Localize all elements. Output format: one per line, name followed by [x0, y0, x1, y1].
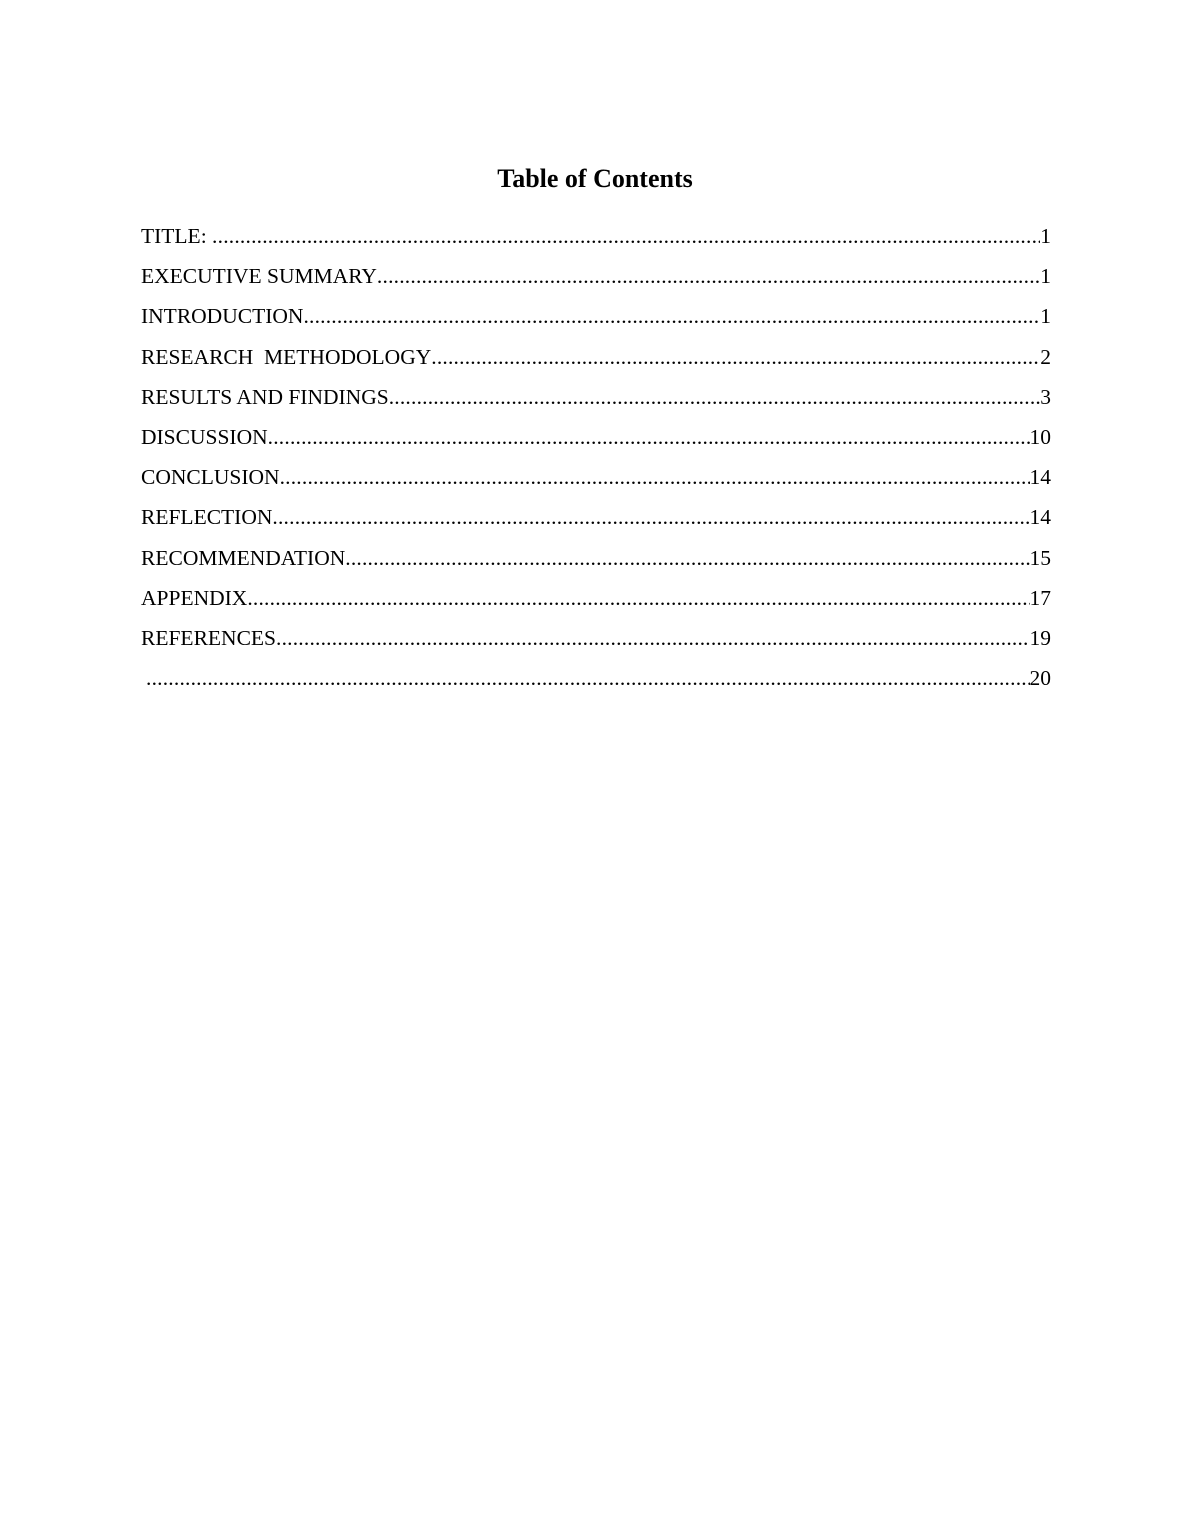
dot-leader — [146, 662, 1030, 694]
page-title: Table of Contents — [497, 164, 693, 193]
toc-entry-label: DISCUSSION — [141, 424, 268, 449]
toc-entry-label: REFLECTION — [141, 505, 273, 530]
dot-leader — [389, 381, 1041, 413]
dot-leader — [212, 220, 1040, 252]
dot-leader — [268, 421, 1030, 453]
toc-entry-conclusion[interactable] — [141, 461, 1051, 501]
toc-entry-page-number: 14 — [1029, 505, 1051, 530]
toc-entry-label: APPENDIX — [141, 585, 248, 610]
toc-entry-label: TITLE: — [141, 224, 213, 248]
toc-entry-discussion[interactable] — [141, 421, 1051, 461]
dot-leader — [345, 542, 1029, 574]
toc-entry-executive-summary[interactable] — [141, 260, 1051, 300]
toc-entry-references[interactable] — [141, 622, 1051, 662]
toc-entry-page-number: 10 — [1029, 424, 1051, 449]
dot-leader — [272, 501, 1029, 533]
toc-entry-label: EXECUTIVE SUMMARY — [141, 264, 377, 289]
toc-entry-label: RECOMMENDATION — [141, 545, 346, 570]
toc-entry-reflection[interactable] — [141, 501, 1051, 541]
toc-entry-untitled[interactable] — [141, 662, 1051, 702]
toc-entry-label: REFERENCES — [141, 625, 276, 650]
toc-entry-recommendation[interactable] — [141, 542, 1051, 582]
toc-entry-label: RESEARCH METHODOLOGY — [141, 344, 432, 369]
dot-leader — [431, 341, 1040, 373]
toc-entry-title[interactable] — [141, 220, 1051, 260]
toc-entry-introduction[interactable] — [141, 300, 1051, 340]
toc-entry-results-and-findings[interactable] — [141, 381, 1051, 421]
toc-entry-page-number: 1 — [1040, 224, 1051, 248]
toc-entry-page-number: 3 — [1040, 384, 1051, 409]
toc-entry-label: RESULTS AND FINDINGS — [141, 384, 389, 409]
toc-entry-page-number: 20 — [1029, 666, 1051, 691]
toc-entry-page-number: 17 — [1029, 585, 1051, 610]
toc-entry-page-number: 15 — [1029, 545, 1051, 570]
dot-leader — [280, 461, 1030, 493]
toc-entry-appendix[interactable] — [141, 582, 1051, 622]
table-of-contents — [141, 220, 1051, 702]
toc-entry-label: INTRODUCTION — [141, 304, 304, 329]
toc-entry-research-methodology[interactable] — [141, 341, 1051, 381]
dot-leader — [247, 582, 1029, 614]
toc-entry-page-number: 19 — [1029, 625, 1051, 650]
toc-entry-page-number: 1 — [1040, 304, 1051, 329]
dot-leader — [303, 300, 1040, 332]
toc-entry-label: CONCLUSION — [141, 465, 280, 490]
dot-leader — [377, 260, 1040, 292]
dot-leader — [276, 622, 1030, 654]
toc-entry-page-number: 1 — [1040, 264, 1051, 289]
toc-entry-page-number: 2 — [1040, 344, 1051, 369]
toc-entry-page-number: 14 — [1029, 465, 1051, 490]
